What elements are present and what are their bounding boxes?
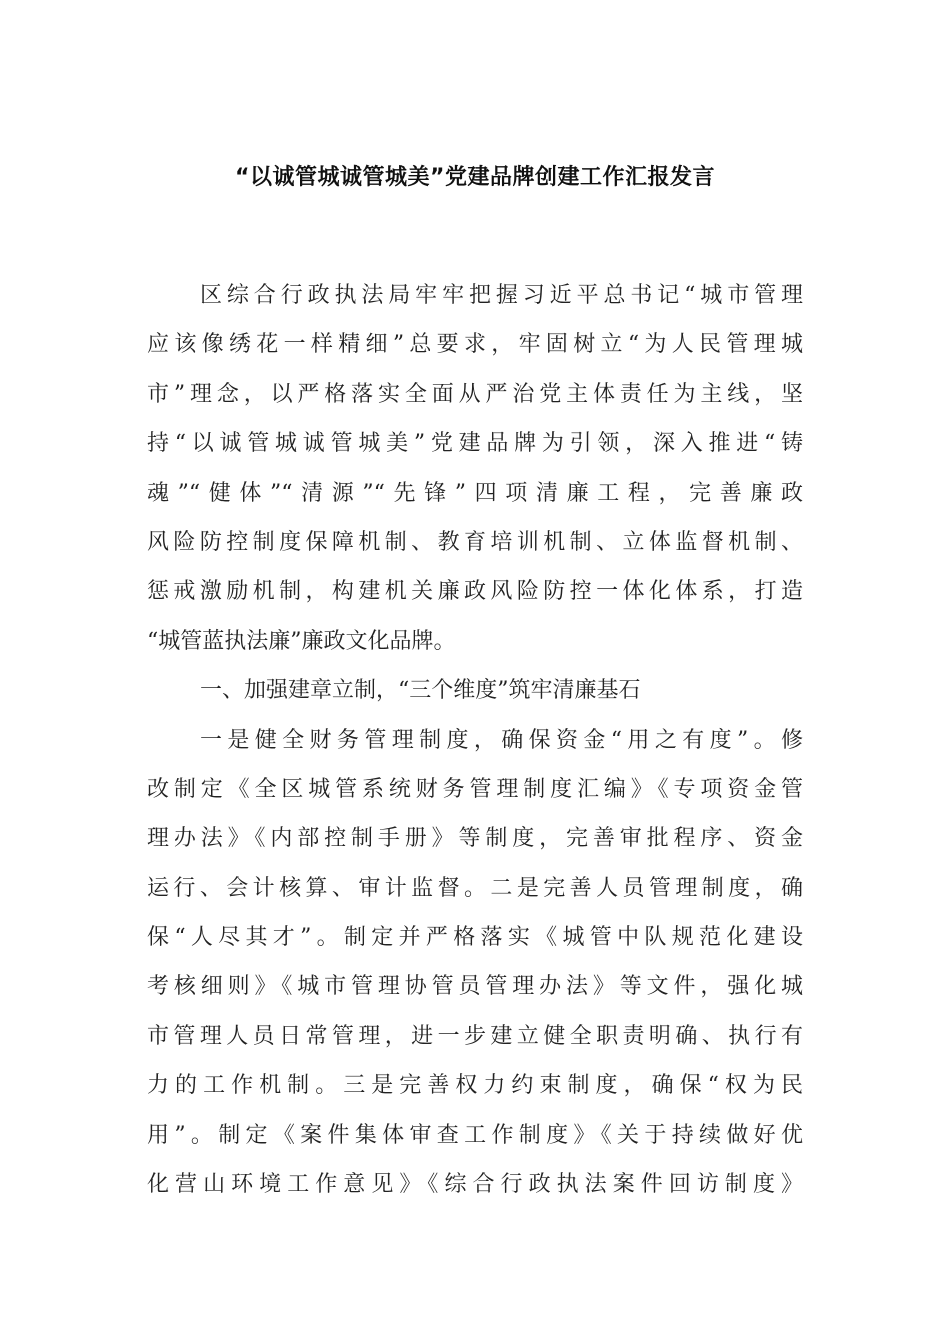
paragraph-line: 市”理念，以严格落实全面从严治党主体责任为主线，坚 <box>147 381 803 407</box>
document-title: “以诚管城诚管城美”党建品牌创建工作汇报发言 <box>235 165 715 190</box>
paragraph-line: 应该像绣花一样精细”总要求，牢固树立“为人民管理城 <box>147 332 803 358</box>
paragraph-line: 市管理人员日常管理，进一步建立健全职责明确、执行有 <box>147 1023 803 1049</box>
paragraph-line: 运行、会计核算、审计监督。二是完善人员管理制度，确 <box>147 875 803 901</box>
paragraph-line: 化营山环境工作意见》《综合行政执法案件回访制度》 <box>147 1172 803 1198</box>
paragraph-line: “城管蓝执法廉”廉政文化品牌。 <box>147 628 456 654</box>
paragraph-line: 惩戒激励机制，构建机关廉政风险防控一体化体系，打造 <box>147 579 803 605</box>
paragraph-line: 用”。制定《案件集体审查工作制度》《关于持续做好优 <box>147 1122 803 1148</box>
document-body <box>147 278 803 1216</box>
paragraph-line: 力的工作机制。三是完善权力约束制度，确保“权为民 <box>147 1073 803 1099</box>
paragraph-first-line: 一是健全财务管理制度，确保资金“用之有度”。修 <box>200 727 803 753</box>
paragraph-line: 魂”“健体”“清源”“先锋”四项清廉工程，完善廉政 <box>147 480 803 506</box>
paragraph-line: 考核细则》《城市管理协管员管理办法》等文件，强化城 <box>147 974 803 1000</box>
paragraph-line: 持“以诚管城诚管城美”党建品牌为引领，深入推进“铸 <box>147 431 803 457</box>
paragraph-first-line: 区综合行政执法局牢牢把握习近平总书记“城市管理 <box>200 283 803 308</box>
paragraph-line: 保“人尽其才”。制定并严格落实《城管中队规范化建设 <box>147 925 803 951</box>
paragraph-first-line: 一、加强建章立制，“三个维度”筑牢清廉基石 <box>200 678 641 704</box>
paragraph-line: 改制定《全区城管系统财务管理制度汇编》《专项资金管 <box>147 776 803 802</box>
paragraph-line: 理办法》《内部控制手册》等制度，完善审批程序、资金 <box>147 826 803 852</box>
paragraph-line: 风险防控制度保障机制、教育培训机制、立体监督机制、 <box>147 529 803 555</box>
